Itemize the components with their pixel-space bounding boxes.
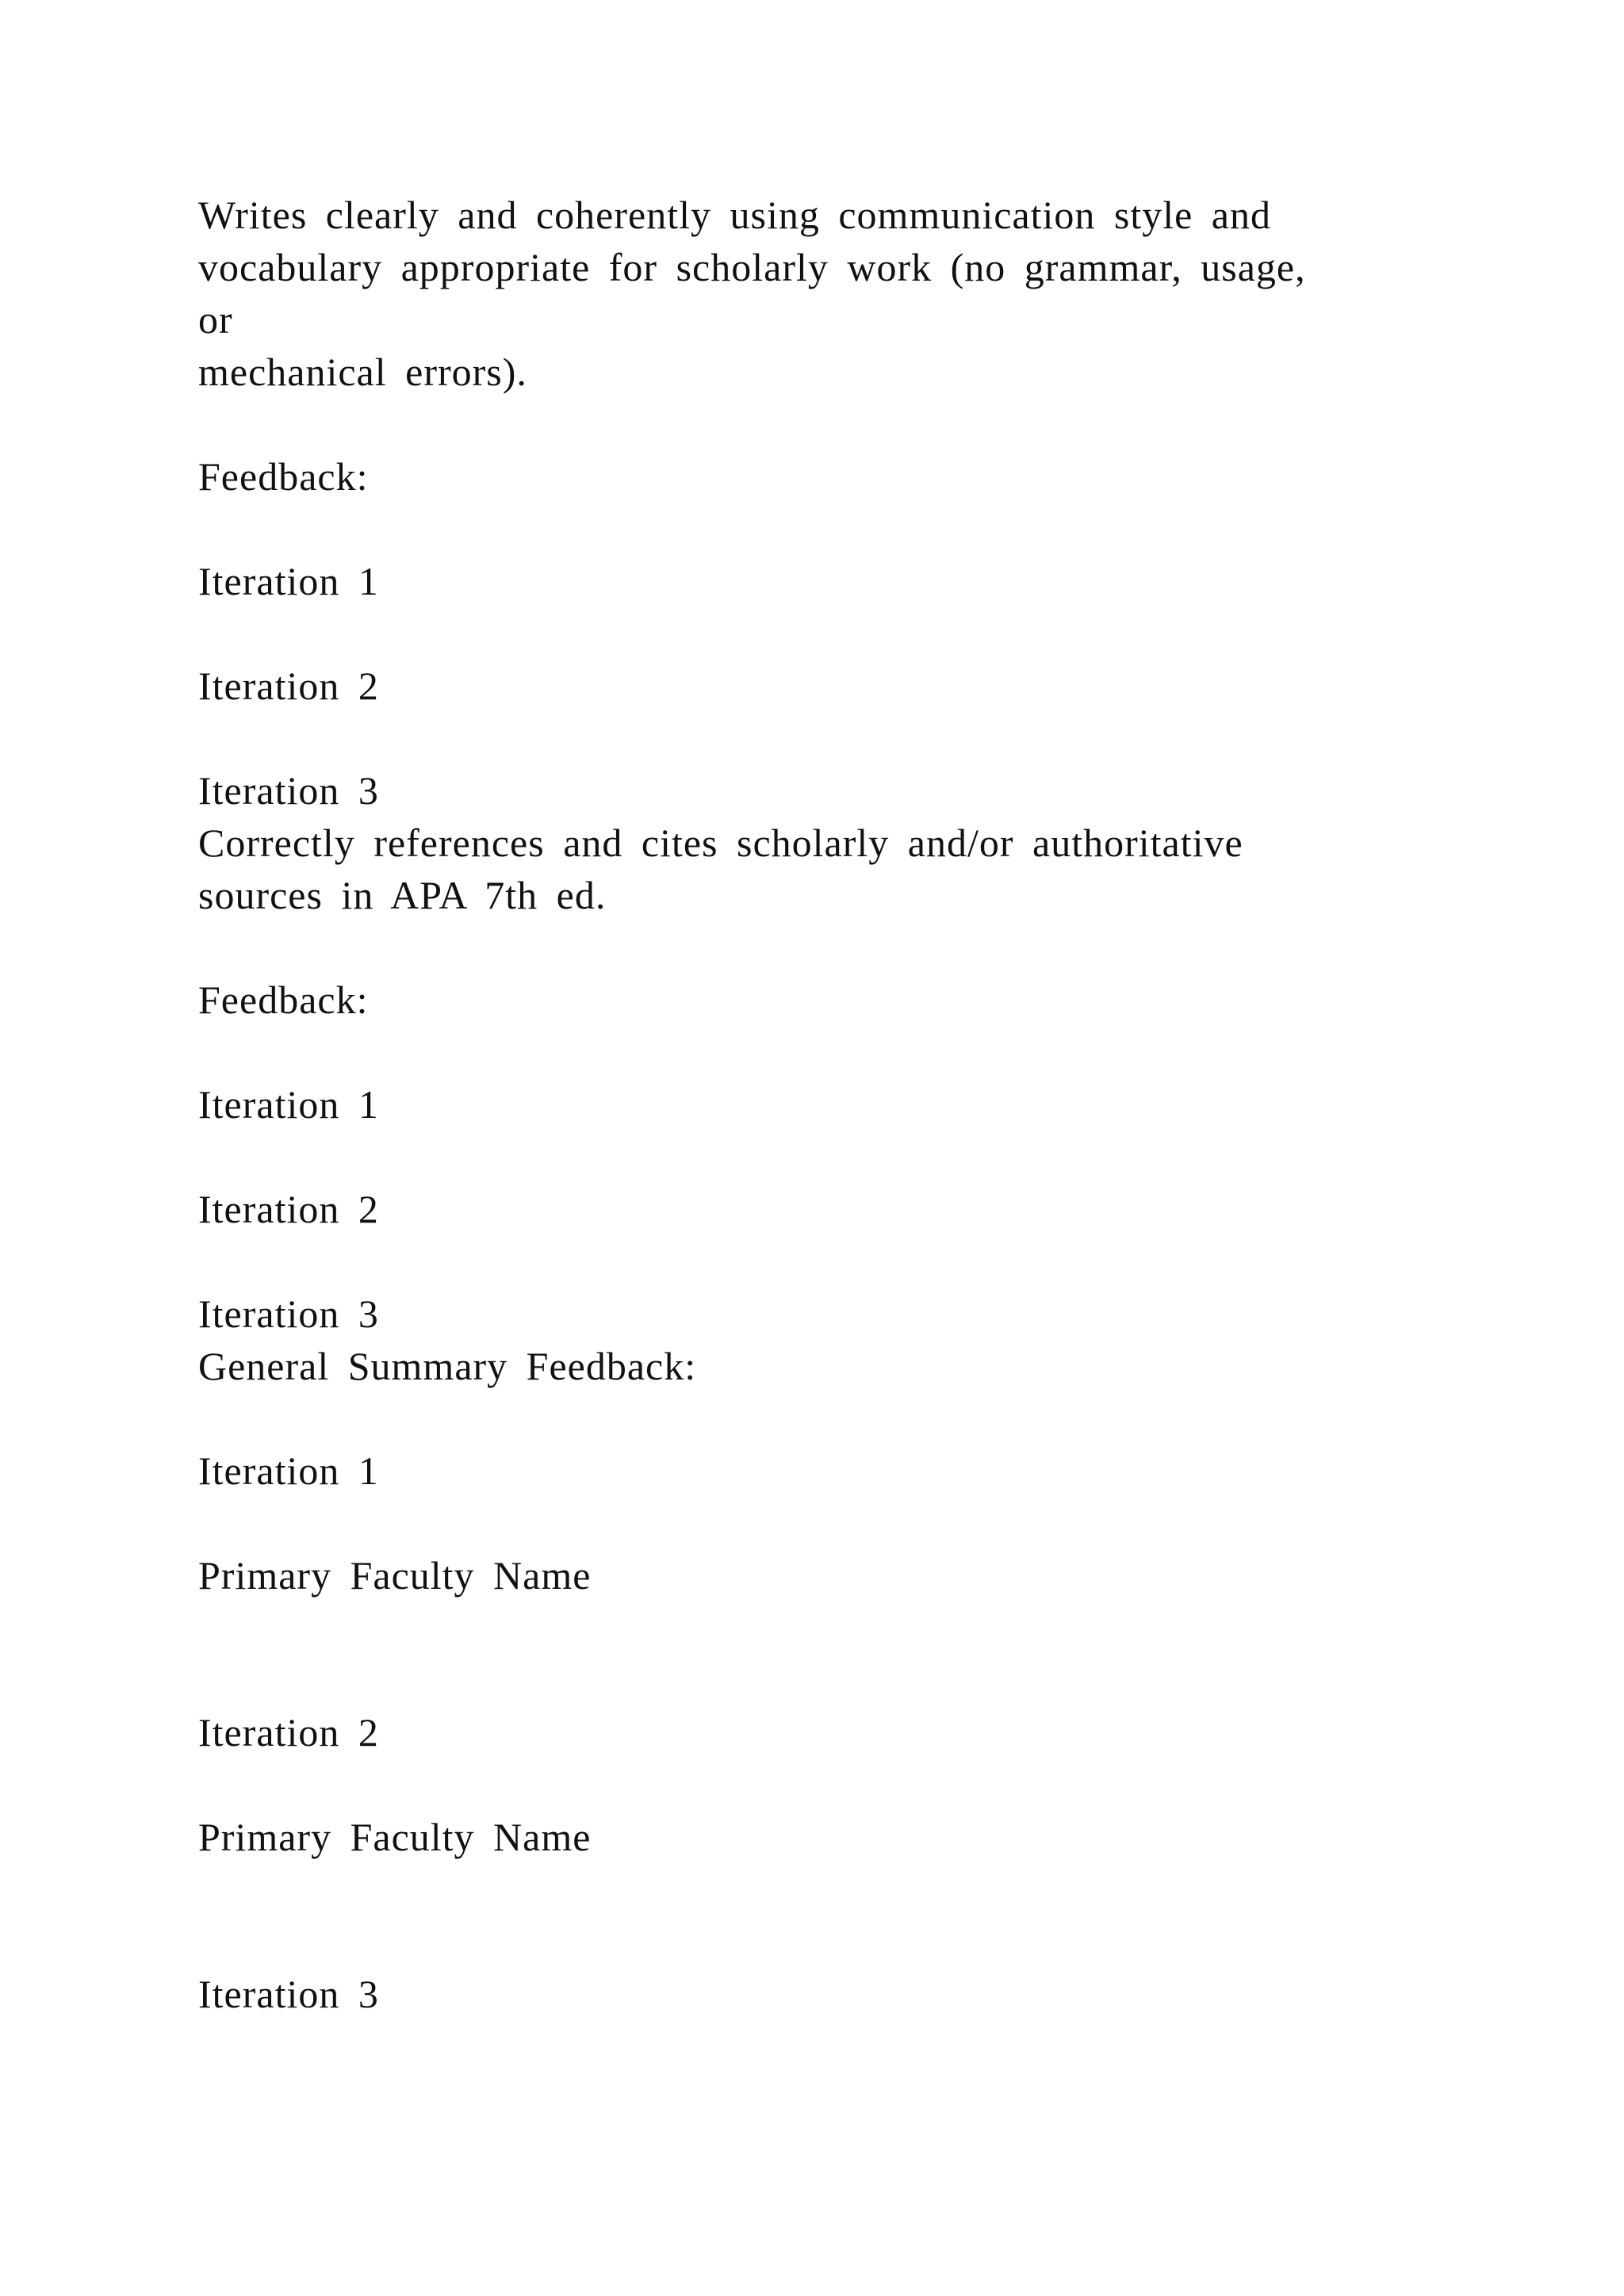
summary-iteration-label: Iteration 1	[198, 1448, 379, 1493]
spacer	[198, 398, 1435, 450]
spacer	[198, 1026, 1435, 1078]
iteration-label: Iteration 1	[198, 559, 379, 603]
spacer	[198, 712, 1435, 764]
criterion-writing-line-4: mechanical errors).	[198, 350, 527, 394]
faculty-name: Primary Faculty Name	[198, 1553, 592, 1598]
summary-iteration-label: Iteration 2	[198, 1710, 379, 1755]
criterion-apa-line-1: Correctly references and cites scholarly and/or authoritative	[198, 821, 1243, 865]
spacer	[198, 1235, 1435, 1288]
iteration-label: Iteration 2	[198, 664, 379, 708]
iteration-label: Iteration 2	[198, 1187, 379, 1231]
spacer	[198, 921, 1435, 974]
criterion-apa-line-2: sources in APA 7th ed.	[198, 873, 607, 917]
summary-iteration-label: Iteration 3	[198, 1972, 379, 2016]
spacer	[198, 1497, 1435, 1549]
spacer	[198, 1863, 1435, 1968]
spacer	[198, 1601, 1435, 1706]
iteration-label: Iteration 3	[198, 1292, 379, 1336]
faculty-name: Primary Faculty Name	[198, 1815, 592, 1859]
summary-heading: General Summary Feedback:	[198, 1344, 697, 1388]
spacer	[198, 607, 1435, 660]
spacer	[198, 1131, 1435, 1183]
feedback-label: Feedback:	[198, 978, 369, 1022]
criterion-writing-line-3: or	[198, 297, 233, 342]
spacer	[198, 503, 1435, 555]
iteration-label: Iteration 1	[198, 1082, 379, 1127]
iteration-label: Iteration 3	[198, 768, 379, 813]
spacer	[198, 1758, 1435, 1811]
criterion-writing-line-2: vocabulary appropriate for scholarly work (no grammar, usage,	[198, 245, 1306, 289]
feedback-label: Feedback:	[198, 454, 369, 499]
spacer	[198, 1392, 1435, 1445]
document-body	[198, 189, 1435, 2020]
criterion-writing-line-1: Writes clearly and coherently using communication style and	[198, 193, 1271, 237]
